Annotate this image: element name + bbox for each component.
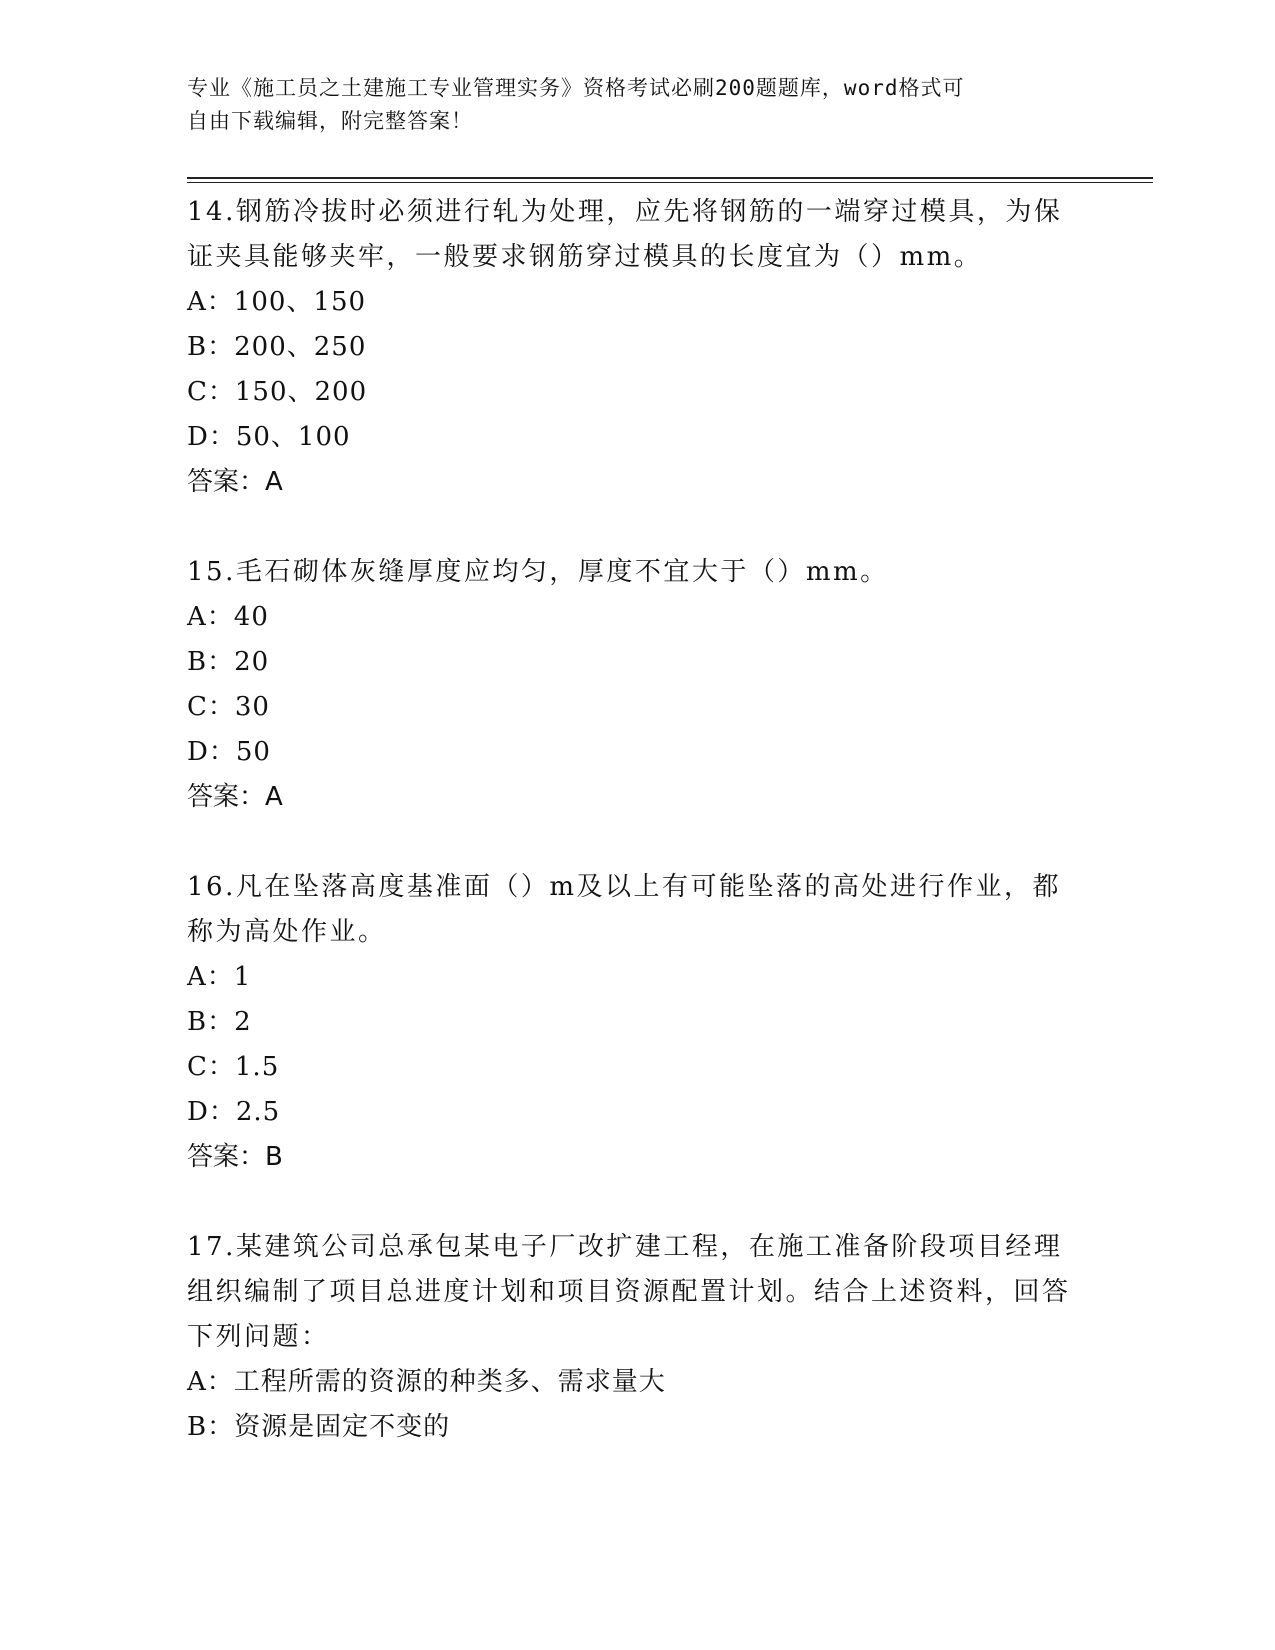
option-a: A：工程所需的资源的种类多、需求量大 <box>187 1367 666 1397</box>
option-a: A：1 <box>187 962 252 992</box>
option-c: C：1.5 <box>187 1052 280 1082</box>
question-17 <box>187 1225 1087 1450</box>
option-c: C：30 <box>187 692 270 722</box>
option-c: C：150、200 <box>187 377 368 407</box>
document-header <box>187 72 1087 138</box>
option-d: D：2.5 <box>187 1097 281 1127</box>
option-b: B：资源是固定不变的 <box>187 1412 451 1442</box>
question-stem: 14.钢筋冷拔时必须进行轧为处理，应先将钢筋的一端穿过模具，为保证夹具能够夹牢，一般要求钢筋穿过模具的长度宜为（）mm。 <box>187 197 1063 272</box>
question-14 <box>187 190 1087 505</box>
answer-line: 答案：A <box>187 782 283 812</box>
option-b: B：2 <box>187 1007 252 1037</box>
header-divider-thin <box>187 182 1153 183</box>
option-a: A：100、150 <box>187 287 367 317</box>
answer-line: 答案：A <box>187 467 283 497</box>
question-15 <box>187 550 1087 820</box>
header-line-2: 自由下载编辑，附完整答案！ <box>187 109 473 133</box>
question-16 <box>187 865 1087 1180</box>
option-a: A：40 <box>187 602 269 632</box>
question-stem: 15.毛石砌体灰缝厚度应均匀，厚度不宜大于（）mm。 <box>187 557 889 587</box>
question-stem: 17.某建筑公司总承包某电子厂改扩建工程，在施工准备阶段项目经理组织编制了项目总进度计划和项目资源配置计划。结合上述资料，回答下列问题： <box>187 1232 1071 1352</box>
question-stem: 16.凡在坠落高度基准面（）m及以上有可能坠落的高处进行作业，都称为高处作业。 <box>187 872 1062 947</box>
option-d: D：50、100 <box>187 422 351 452</box>
option-d: D：50 <box>187 737 271 767</box>
header-line-1: 专业《施工员之土建施工专业管理实务》资格考试必刷200题题库，word格式可 <box>187 76 965 100</box>
question-list <box>187 190 1087 1495</box>
header-divider-thick <box>187 177 1153 179</box>
answer-line: 答案：B <box>187 1142 283 1172</box>
option-b: B：20 <box>187 647 270 677</box>
option-b: B：200、250 <box>187 332 367 362</box>
